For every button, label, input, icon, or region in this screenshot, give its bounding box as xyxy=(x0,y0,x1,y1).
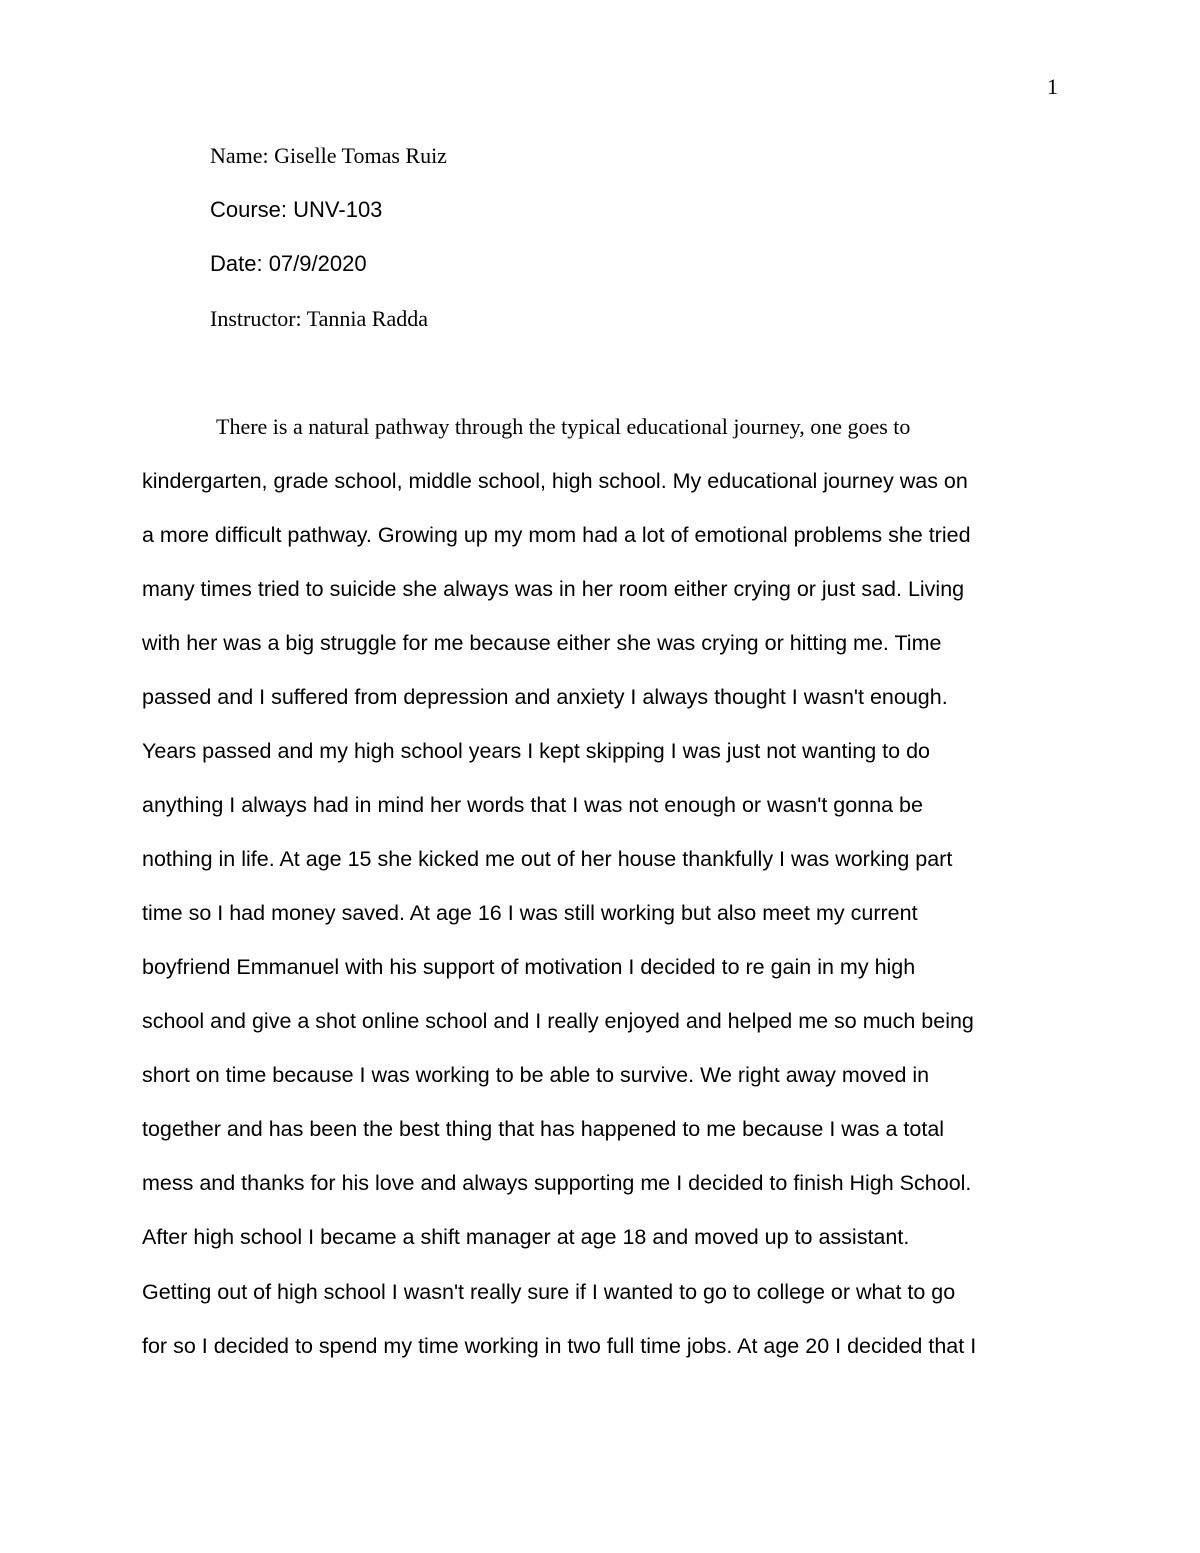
paragraph-line: together and has been the best thing that has happened to me because I was a total xyxy=(142,1117,945,1141)
paragraph-line: Years passed and my high school years I kept skipping I was just not wanting to do xyxy=(142,739,930,763)
paragraph-line: mess and thanks for his love and always supporting me I decided to finish High School. xyxy=(142,1171,972,1195)
paragraph-line: anything I always had in mind her words that I was not enough or wasn't gonna be xyxy=(142,793,923,817)
paragraph-line: kindergarten, grade school, middle school, high school. My educational journey was on xyxy=(142,469,968,493)
paragraph-line: for so I decided to spend my time working in two full time jobs. At age 20 I decided that I xyxy=(142,1334,977,1358)
paragraph-line: There is a natural pathway through the typical educational journey, one goes to xyxy=(216,414,911,439)
paragraph-line: many times tried to suicide she always was in her room either crying or just sad. Living xyxy=(142,577,965,601)
paragraph-line: passed and I suffered from depression and anxiety I always thought I wasn't enough. xyxy=(142,685,948,709)
paragraph-line: with her was a big struggle for me because either she was crying or hitting me. Time xyxy=(142,631,942,655)
paragraph-line: boyfriend Emmanuel with his support of motivation I decided to re gain in my high xyxy=(142,955,916,979)
date-line: Date: 07/9/2020 xyxy=(210,251,367,276)
paragraph-line: short on time because I was working to be able to survive. We right away moved in xyxy=(142,1063,930,1087)
paragraph-line: Getting out of high school I wasn't really sure if I wanted to go to college or what to go xyxy=(142,1280,956,1304)
course-line: Course: UNV-103 xyxy=(210,197,383,222)
paragraph-line: nothing in life. At age 15 she kicked me out of her house thankfully I was working part xyxy=(142,847,953,871)
page-number: 1 xyxy=(1047,74,1058,99)
instructor-line: Instructor: Tannia Radda xyxy=(210,306,428,331)
paragraph-line: school and give a shot online school and I really enjoyed and helped me so much being xyxy=(142,1009,974,1033)
paragraph-line: a more difficult pathway. Growing up my mom had a lot of emotional problems she tried xyxy=(142,523,971,547)
paragraph-line: time so I had money saved. At age 16 I was still working but also meet my current xyxy=(142,901,918,925)
paragraph-line: After high school I became a shift manager at age 18 and moved up to assistant. xyxy=(142,1225,910,1249)
student-name: Name: Giselle Tomas Ruiz xyxy=(210,143,447,168)
